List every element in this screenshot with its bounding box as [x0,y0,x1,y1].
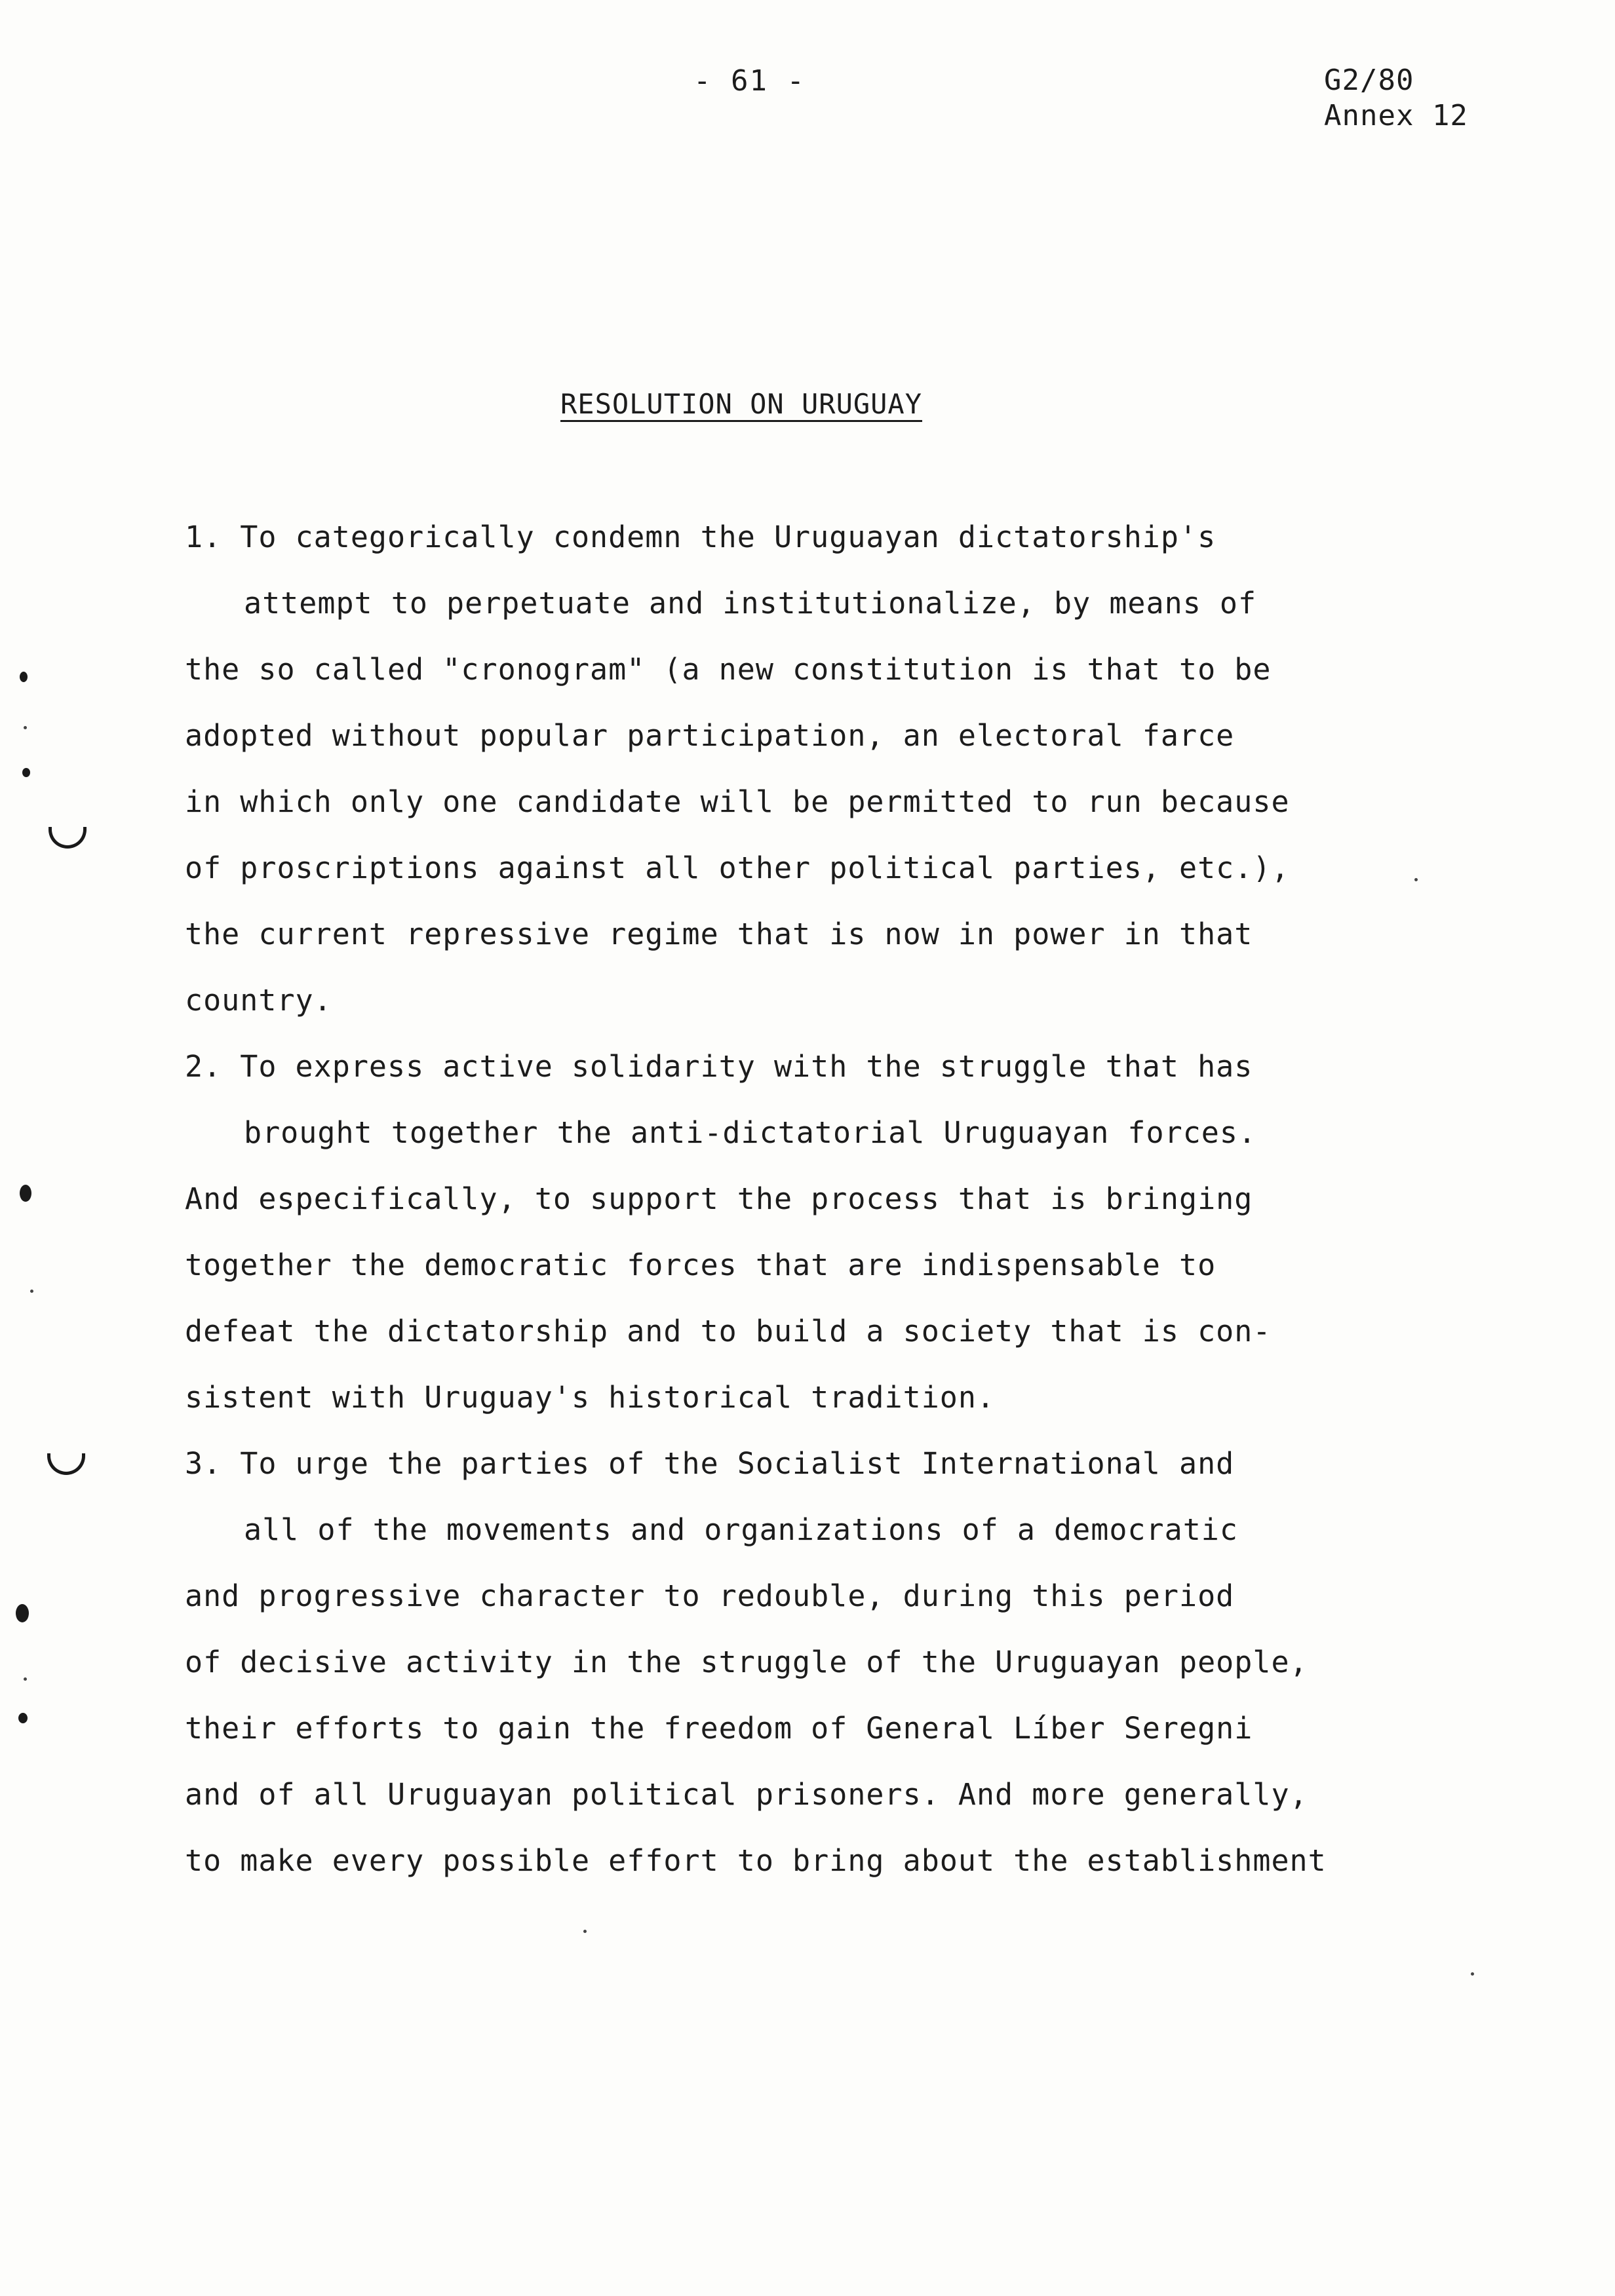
body-line: adopted without popular participation, an electoral farce [185,718,1235,753]
body-line: 2. To express active solidarity with the struggle that has [185,1049,1253,1084]
body-line: in which only one candidate will be permitted to run because [185,784,1290,819]
body-line: of proscriptions against all other political parties, etc.), [185,851,1290,885]
scan-speck [20,1185,31,1202]
body-line: brought together the anti-dictatorial Uruguayan forces. [244,1115,1257,1150]
scan-speck [1414,878,1418,881]
annex-label: Annex 12 [1324,99,1468,132]
scan-speck [22,768,30,777]
resolution-title: RESOLUTION ON URUGUAY [560,388,923,420]
body-line: the so called "cronogram" (a new constitution is that to be [185,652,1272,687]
body-line: And especifically, to support the process that is bringing [185,1181,1253,1216]
page-number: - 61 - [693,64,806,98]
document-reference [1324,63,1468,134]
scan-speck [24,1677,27,1681]
body-line: and progressive character to redouble, during this period [185,1578,1235,1613]
scan-speck [20,672,28,682]
body-line: defeat the dictatorship and to build a society that is con- [185,1314,1272,1349]
binder-hole-mark [47,1453,85,1475]
body-line: sistent with Uruguay's historical tradition. [185,1380,996,1415]
body-line: all of the movements and organizations of a democratic [244,1512,1238,1547]
body-line: the current repressive regime that is now in power in that [185,917,1253,951]
body-line: of decisive activity in the struggle of the Uruguayan people, [185,1645,1308,1679]
scan-speck [24,726,27,729]
scan-speck [16,1604,29,1622]
body-line: attempt to perpetuate and institutionalize, by means of [244,586,1257,621]
body-line: 3. To urge the parties of the Socialist International and [185,1446,1235,1481]
scan-speck [583,1930,587,1933]
body-line: together the democratic forces that are indispensable to [185,1248,1216,1282]
body-line: their efforts to gain the freedom of General Líber Seregni [185,1711,1253,1746]
binder-hole-mark [49,827,87,849]
scan-speck [1471,1972,1474,1976]
body-line: to make every possible effort to bring about the establishment [185,1843,1327,1878]
scan-speck [18,1713,28,1723]
document-code: G2/80 [1324,64,1414,97]
scan-speck [30,1290,33,1293]
body-line: country. [185,983,332,1018]
body-line: and of all Uruguayan political prisoners. And more generally, [185,1777,1308,1812]
body-line: 1. To categorically condemn the Uruguayan dictatorship's [185,520,1216,554]
